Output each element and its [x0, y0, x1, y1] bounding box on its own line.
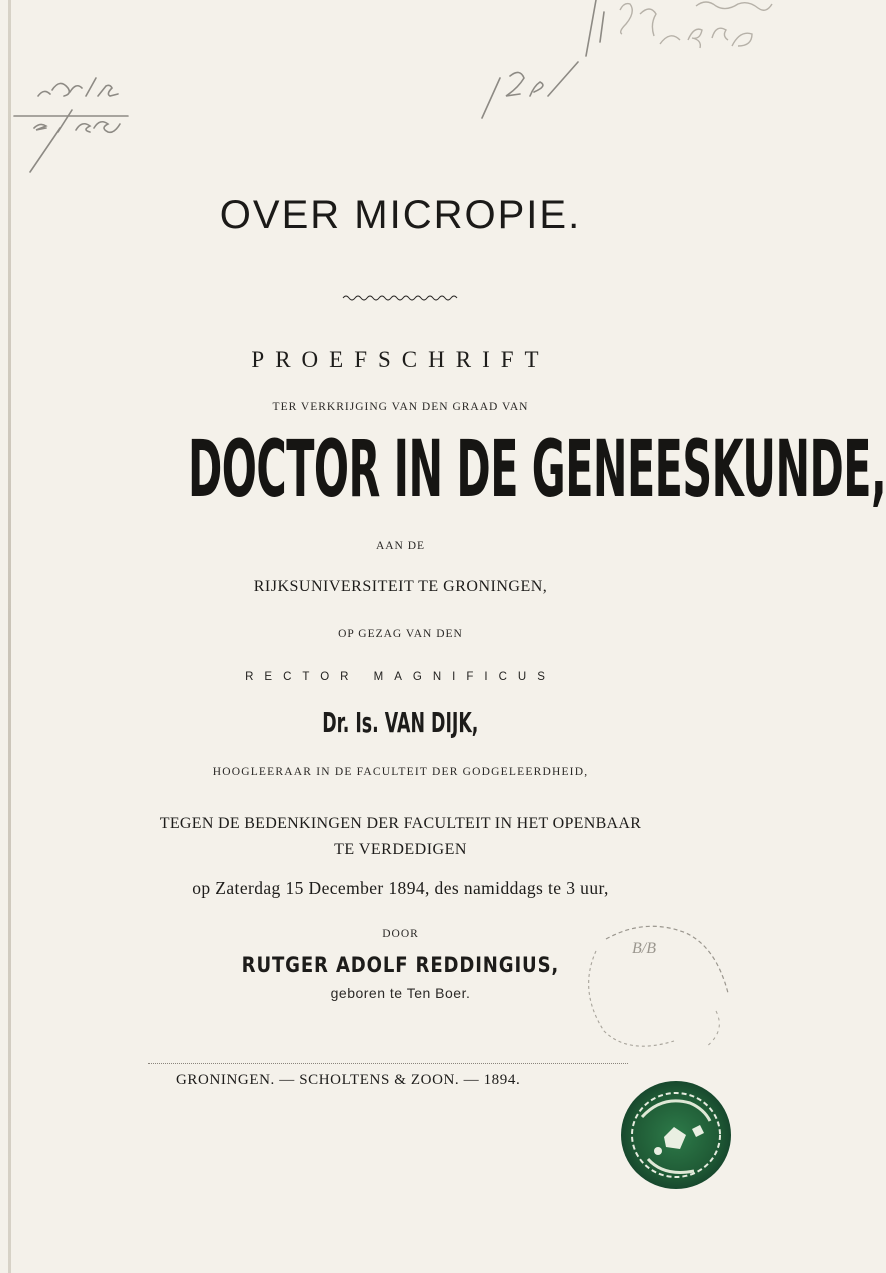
by-line-label: DOOR — [382, 928, 419, 940]
defense-line-2: TE VERDEDIGEN — [334, 841, 467, 858]
faint-library-stamp — [566, 915, 736, 1055]
handwritten-annotations — [0, 0, 801, 200]
author-birthplace: geboren te Ten Boer. — [330, 985, 471, 1001]
degree-heading: DOCTOR IN DE GENEESKUNDE, — [188, 425, 886, 515]
defense-line-1: TEGEN DE BEDENKINGEN DER FACULTEIT IN HET OPENBAAR — [159, 815, 642, 832]
stamp-lettering: B/B — [632, 940, 656, 957]
green-seal-stamp — [618, 1077, 736, 1193]
dotted-rule — [148, 1063, 628, 1064]
authority-line: OP GEZAG VAN DEN — [338, 628, 463, 640]
publisher-imprint: GRONINGEN. — SCHOLTENS & ZOON. — 1894. — [176, 1072, 521, 1088]
rector-title: RECTOR MAGNIFICUS — [245, 671, 556, 683]
author-name: RUTGER ADOLF REDDINGIUS, — [241, 953, 560, 977]
aan-de-line: AAN DE — [375, 540, 426, 552]
university-line: RIJKSUNIVERSITEIT TE GRONINGEN, — [253, 578, 548, 595]
wavy-rule-ornament — [343, 294, 459, 302]
degree-intro-line: TER VERKRIJGING VAN DEN GRAAD VAN — [272, 401, 529, 413]
rector-name: Dr. Is. VAN DIJK, — [322, 706, 479, 739]
defense-date-line: op Zaterdag 15 December 1894, des namiddags te 3 uur, — [192, 878, 609, 898]
thesis-title: OVER MICROPIE. — [219, 193, 582, 237]
rector-role-line: HOOGLEERAAR IN DE FACULTEIT DER GODGELEERDHEID, — [212, 766, 589, 778]
document-type-heading: PROEFSCHRIFT — [251, 347, 550, 372]
